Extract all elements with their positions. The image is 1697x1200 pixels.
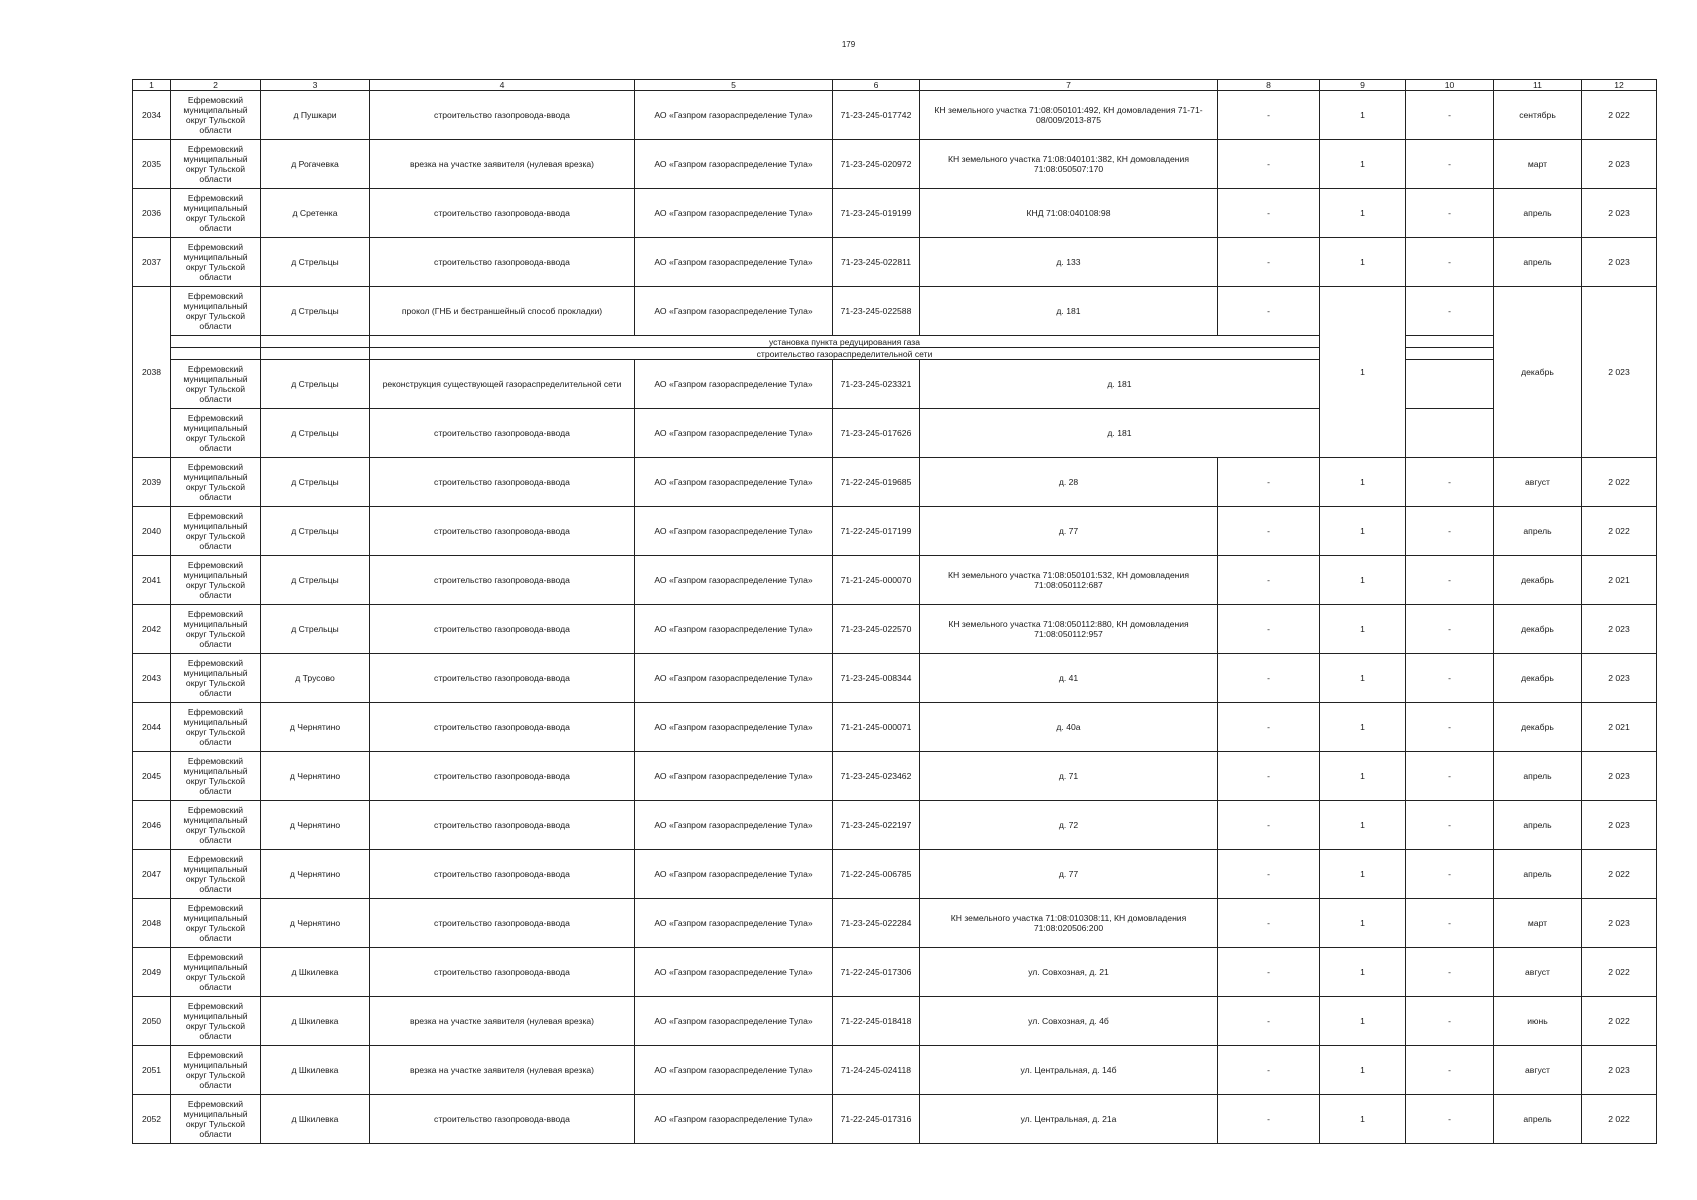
month-cell: сентябрь [1494,91,1582,140]
empty-cell [1406,348,1494,360]
locality-cell: д Стрельцы [261,238,370,287]
address-cell: КН земельного участка 71:08:050112:880, КН домовладения 71:08:050112:957 [920,605,1218,654]
address-cell: ул. Совхозная, д. 4б [920,997,1218,1046]
application-number-cell: 71-21-245-000070 [833,556,920,605]
month-cell: апрель [1494,850,1582,899]
row-number-cell: 2051 [133,1046,171,1095]
month-cell: апрель [1494,752,1582,801]
table-row [133,703,1657,752]
application-number-cell: 71-23-245-019199 [833,189,920,238]
table-row [133,654,1657,703]
work-type-cell: строительство газопровода-ввода [370,752,635,801]
application-number-cell: 71-24-245-024118 [833,1046,920,1095]
work-type-cell: строительство газопровода-ввода [370,91,635,140]
year-cell: 2 023 [1582,899,1657,948]
application-number-cell: 71-22-245-017306 [833,948,920,997]
header-cell: 3 [261,80,370,91]
col9-cell: 1 [1320,556,1406,605]
month-cell: декабрь [1494,703,1582,752]
application-number-cell: 71-22-245-017316 [833,1095,920,1144]
row-number-cell: 2041 [133,556,171,605]
empty-cell [261,348,370,360]
municipality-cell: Ефремовский муниципальный округ Тульской области [171,605,261,654]
row-number-cell: 2050 [133,997,171,1046]
municipality-cell: Ефремовский муниципальный округ Тульской области [171,654,261,703]
col9-cell: 1 [1320,458,1406,507]
year-cell: 2 023 [1582,238,1657,287]
col9-cell: 1 [1320,189,1406,238]
locality-cell: д Шкилевка [261,997,370,1046]
col10-cell: - [1406,948,1494,997]
municipality-cell: Ефремовский муниципальный округ Тульской области [171,91,261,140]
col8-cell: - [1218,899,1320,948]
col10-cell: - [1406,189,1494,238]
col9-cell: 1 [1320,850,1406,899]
col9-cell: 1 [1320,507,1406,556]
col10-cell: - [1406,997,1494,1046]
municipality-cell: Ефремовский муниципальный округ Тульской области [171,997,261,1046]
organization-cell: АО «Газпром газораспределение Тула» [635,1095,833,1144]
row-number-cell: 2049 [133,948,171,997]
address-cell: ул. Совхозная, д. 21 [920,948,1218,997]
row-number-cell: 2035 [133,140,171,189]
month-cell: август [1494,458,1582,507]
header-cell: 5 [635,80,833,91]
municipality-cell: Ефремовский муниципальный округ Тульской области [171,556,261,605]
row-number-cell: 2043 [133,654,171,703]
row-number-cell: 2045 [133,752,171,801]
year-cell: 2 023 [1582,605,1657,654]
application-number-cell: 71-23-245-017742 [833,91,920,140]
row-number-cell: 2034 [133,91,171,140]
month-cell: декабрь [1494,654,1582,703]
row-number-cell: 2036 [133,189,171,238]
locality-cell: д Стрельцы [261,507,370,556]
municipality-cell: Ефремовский муниципальный округ Тульской области [171,1095,261,1144]
locality-cell: д Пушкари [261,91,370,140]
col9-cell: 1 [1320,997,1406,1046]
work-type-cell: строительство газопровода-ввода [370,948,635,997]
table-row [133,238,1657,287]
year-cell: 2 023 [1582,801,1657,850]
col8-cell: - [1218,238,1320,287]
address-cell: КН земельного участка 71:08:040101:382, КН домовладения 71:08:050507:170 [920,140,1218,189]
application-number-cell: 71-23-245-022570 [833,605,920,654]
row-number-cell: 2039 [133,458,171,507]
work-note-cell: строительство газораспределительной сети [370,348,1320,360]
organization-cell: АО «Газпром газораспределение Тула» [635,997,833,1046]
col10-cell: - [1406,899,1494,948]
locality-cell: д Стрельцы [261,360,370,409]
application-number-cell: 71-23-245-023462 [833,752,920,801]
col8-cell: - [1218,507,1320,556]
month-cell: апрель [1494,189,1582,238]
table-row [133,287,1657,336]
year-cell: 2 021 [1582,703,1657,752]
row-number-cell: 2048 [133,899,171,948]
col8-cell: - [1218,458,1320,507]
col9-cell: 1 [1320,140,1406,189]
application-number-cell: 71-23-245-020972 [833,140,920,189]
work-type-cell: строительство газопровода-ввода [370,899,635,948]
organization-cell: АО «Газпром газораспределение Тула» [635,507,833,556]
month-cell: декабрь [1494,605,1582,654]
col10-cell: - [1406,556,1494,605]
col9-cell: 1 [1320,801,1406,850]
organization-cell: АО «Газпром газораспределение Тула» [635,1046,833,1095]
application-number-cell: 71-22-245-018418 [833,997,920,1046]
locality-cell: д Чернятино [261,801,370,850]
address-cell: КН земельного участка 71:08:010308:11, КН домовладения 71:08:020506:200 [920,899,1218,948]
month-cell: июнь [1494,997,1582,1046]
table-row [133,752,1657,801]
month-cell: март [1494,899,1582,948]
year-cell: 2 021 [1582,556,1657,605]
work-type-cell: строительство газопровода-ввода [370,654,635,703]
month-cell: август [1494,948,1582,997]
municipality-cell: Ефремовский муниципальный округ Тульской области [171,752,261,801]
table-row [133,997,1657,1046]
work-type-cell: строительство газопровода-ввода [370,189,635,238]
address-cell: КНД 71:08:040108:98 [920,189,1218,238]
locality-cell: д Чернятино [261,703,370,752]
address-cell: д. 133 [920,238,1218,287]
locality-cell: д Шкилевка [261,1046,370,1095]
municipality-cell: Ефремовский муниципальный округ Тульской области [171,1046,261,1095]
month-cell: март [1494,140,1582,189]
locality-cell: д Стрельцы [261,409,370,458]
col10-cell: - [1406,605,1494,654]
month-cell: апрель [1494,1095,1582,1144]
col10-cell: - [1406,287,1494,336]
address-cell: КН земельного участка 71:08:050101:532, КН домовладения 71:08:050112:687 [920,556,1218,605]
table-row [133,1046,1657,1095]
col9-cell: 1 [1320,91,1406,140]
col9-cell: 1 [1320,948,1406,997]
work-type-cell: строительство газопровода-ввода [370,801,635,850]
year-cell: 2 023 [1582,1046,1657,1095]
col8-cell: - [1218,948,1320,997]
month-cell: апрель [1494,801,1582,850]
municipality-cell: Ефремовский муниципальный округ Тульской области [171,409,261,458]
work-type-cell: строительство газопровода-ввода [370,605,635,654]
col8-cell: - [1218,556,1320,605]
municipality-cell: Ефремовский муниципальный округ Тульской области [171,703,261,752]
col9-cell: 1 [1320,287,1406,458]
locality-cell: д Стрельцы [261,556,370,605]
col10-cell: - [1406,507,1494,556]
month-cell: декабрь [1494,556,1582,605]
year-cell: 2 023 [1582,140,1657,189]
organization-cell: АО «Газпром газораспределение Тула» [635,409,833,458]
work-type-cell: врезка на участке заявителя (нулевая врезка) [370,1046,635,1095]
month-cell: апрель [1494,238,1582,287]
organization-cell: АО «Газпром газораспределение Тула» [635,360,833,409]
address-cell: ул. Центральная, д. 14б [920,1046,1218,1095]
year-cell: 2 023 [1582,287,1657,458]
address-cell: д. 181 [920,360,1320,409]
header-cell: 4 [370,80,635,91]
work-type-cell: строительство газопровода-ввода [370,409,635,458]
col8-cell: - [1218,1046,1320,1095]
col9-cell: 1 [1320,752,1406,801]
locality-cell: д Стрельцы [261,458,370,507]
col10-cell: - [1406,1095,1494,1144]
header-cell: 1 [133,80,171,91]
col10-cell: - [1406,91,1494,140]
table-row [133,1095,1657,1144]
application-number-cell: 71-23-245-022588 [833,287,920,336]
organization-cell: АО «Газпром газораспределение Тула» [635,605,833,654]
organization-cell: АО «Газпром газораспределение Тула» [635,458,833,507]
table-row [133,850,1657,899]
row-number-cell: 2042 [133,605,171,654]
address-cell: д. 77 [920,850,1218,899]
month-cell: апрель [1494,507,1582,556]
municipality-cell: Ефремовский муниципальный округ Тульской области [171,140,261,189]
work-note-cell: установка пункта редуцирования газа [370,336,1320,348]
row-number-cell: 2044 [133,703,171,752]
year-cell: 2 022 [1582,997,1657,1046]
col9-cell: 1 [1320,899,1406,948]
municipality-cell: Ефремовский муниципальный округ Тульской области [171,801,261,850]
header-cell: 11 [1494,80,1582,91]
organization-cell: АО «Газпром газораспределение Тула» [635,140,833,189]
work-type-cell: врезка на участке заявителя (нулевая врезка) [370,997,635,1046]
year-cell: 2 022 [1582,948,1657,997]
header-cell: 10 [1406,80,1494,91]
municipality-cell: Ефремовский муниципальный округ Тульской области [171,287,261,336]
col8-cell: - [1218,91,1320,140]
empty-cell [171,336,261,348]
address-cell: д. 77 [920,507,1218,556]
col8-cell: - [1218,605,1320,654]
address-cell: д. 28 [920,458,1218,507]
col8-cell: - [1218,1095,1320,1144]
header-cell: 2 [171,80,261,91]
table-subrow [133,336,1657,348]
work-type-cell: врезка на участке заявителя (нулевая врезка) [370,140,635,189]
row-number-cell: 2047 [133,850,171,899]
month-cell: декабрь [1494,287,1582,458]
work-type-cell: строительство газопровода-ввода [370,507,635,556]
col10-cell: - [1406,654,1494,703]
col8-cell: - [1218,752,1320,801]
empty-cell [1406,360,1494,409]
header-cell: 6 [833,80,920,91]
col10-cell: - [1406,140,1494,189]
address-cell: д. 181 [920,287,1218,336]
organization-cell: АО «Газпром газораспределение Тула» [635,899,833,948]
col8-cell: - [1218,703,1320,752]
registry-table [132,79,1657,1144]
address-cell: д. 181 [920,409,1320,458]
municipality-cell: Ефремовский муниципальный округ Тульской области [171,360,261,409]
application-number-cell: 71-23-245-022284 [833,899,920,948]
address-cell: д. 71 [920,752,1218,801]
work-type-cell: реконструкция существующей газораспределительной сети [370,360,635,409]
organization-cell: АО «Газпром газораспределение Тула» [635,287,833,336]
header-cell: 8 [1218,80,1320,91]
address-cell: д. 72 [920,801,1218,850]
address-cell: д. 41 [920,654,1218,703]
work-type-cell: строительство газопровода-ввода [370,458,635,507]
table-row [133,801,1657,850]
col8-cell: - [1218,189,1320,238]
address-cell: КН земельного участка 71:08:050101:492, КН домовладения 71-71-08/009/2013-875 [920,91,1218,140]
empty-cell [1406,409,1494,458]
col8-cell: - [1218,287,1320,336]
locality-cell: д Сретенка [261,189,370,238]
application-number-cell: 71-23-245-008344 [833,654,920,703]
application-number-cell: 71-23-245-017626 [833,409,920,458]
municipality-cell: Ефремовский муниципальный округ Тульской области [171,189,261,238]
empty-cell [171,348,261,360]
table-subrow [133,348,1657,360]
col10-cell: - [1406,801,1494,850]
organization-cell: АО «Газпром газораспределение Тула» [635,948,833,997]
application-number-cell: 71-23-245-022197 [833,801,920,850]
locality-cell: д Чернятино [261,899,370,948]
application-number-cell: 71-23-245-023321 [833,360,920,409]
application-number-cell: 71-22-245-019685 [833,458,920,507]
table-row [133,556,1657,605]
table-subrow [133,409,1657,458]
row-number-cell: 2052 [133,1095,171,1144]
page-number: 179 [841,40,856,49]
year-cell: 2 023 [1582,752,1657,801]
table-row [133,948,1657,997]
empty-cell [1406,336,1494,348]
locality-cell: д Рогачевка [261,140,370,189]
locality-cell: д Шкилевка [261,948,370,997]
col9-cell: 1 [1320,1046,1406,1095]
organization-cell: АО «Газпром газораспределение Тула» [635,654,833,703]
organization-cell: АО «Газпром газораспределение Тула» [635,850,833,899]
row-number-cell: 2038 [133,287,171,458]
row-number-cell: 2046 [133,801,171,850]
table-row [133,605,1657,654]
year-cell: 2 022 [1582,458,1657,507]
col8-cell: - [1218,850,1320,899]
year-cell: 2 022 [1582,91,1657,140]
year-cell: 2 023 [1582,189,1657,238]
organization-cell: АО «Газпром газораспределение Тула» [635,91,833,140]
work-type-cell: строительство газопровода-ввода [370,850,635,899]
locality-cell: д Шкилевка [261,1095,370,1144]
col9-cell: 1 [1320,703,1406,752]
application-number-cell: 71-22-245-006785 [833,850,920,899]
table-row [133,189,1657,238]
organization-cell: АО «Газпром газораспределение Тула» [635,556,833,605]
header-row [133,80,1657,91]
table-row [133,899,1657,948]
col8-cell: - [1218,801,1320,850]
col8-cell: - [1218,997,1320,1046]
header-cell: 7 [920,80,1218,91]
month-cell: август [1494,1046,1582,1095]
application-number-cell: 71-22-245-017199 [833,507,920,556]
col9-cell: 1 [1320,654,1406,703]
organization-cell: АО «Газпром газораспределение Тула» [635,238,833,287]
table-row [133,507,1657,556]
row-number-cell: 2040 [133,507,171,556]
work-type-cell: строительство газопровода-ввода [370,556,635,605]
locality-cell: д Чернятино [261,752,370,801]
col10-cell: - [1406,850,1494,899]
application-number-cell: 71-21-245-000071 [833,703,920,752]
work-type-cell: строительство газопровода-ввода [370,238,635,287]
row-number-cell: 2037 [133,238,171,287]
year-cell: 2 022 [1582,507,1657,556]
organization-cell: АО «Газпром газораспределение Тула» [635,703,833,752]
col10-cell: - [1406,238,1494,287]
address-cell: ул. Центральная, д. 21а [920,1095,1218,1144]
empty-cell [261,336,370,348]
header-cell: 9 [1320,80,1406,91]
locality-cell: д Трусово [261,654,370,703]
year-cell: 2 022 [1582,1095,1657,1144]
municipality-cell: Ефремовский муниципальный округ Тульской области [171,850,261,899]
address-cell: д. 40а [920,703,1218,752]
locality-cell: д Чернятино [261,850,370,899]
locality-cell: д Стрельцы [261,605,370,654]
work-type-cell: прокол (ГНБ и бестраншейный способ прокладки) [370,287,635,336]
municipality-cell: Ефремовский муниципальный округ Тульской области [171,899,261,948]
col9-cell: 1 [1320,1095,1406,1144]
col9-cell: 1 [1320,238,1406,287]
header-cell: 12 [1582,80,1657,91]
year-cell: 2 022 [1582,850,1657,899]
col10-cell: - [1406,458,1494,507]
municipality-cell: Ефремовский муниципальный округ Тульской области [171,238,261,287]
col10-cell: - [1406,703,1494,752]
table-row [133,91,1657,140]
municipality-cell: Ефремовский муниципальный округ Тульской области [171,948,261,997]
organization-cell: АО «Газпром газораспределение Тула» [635,752,833,801]
organization-cell: АО «Газпром газораспределение Тула» [635,189,833,238]
work-type-cell: строительство газопровода-ввода [370,1095,635,1144]
col9-cell: 1 [1320,605,1406,654]
col10-cell: - [1406,1046,1494,1095]
locality-cell: д Стрельцы [261,287,370,336]
application-number-cell: 71-23-245-022811 [833,238,920,287]
col10-cell: - [1406,752,1494,801]
table-row [133,458,1657,507]
col8-cell: - [1218,654,1320,703]
table-row [133,140,1657,189]
organization-cell: АО «Газпром газораспределение Тула» [635,801,833,850]
municipality-cell: Ефремовский муниципальный округ Тульской области [171,507,261,556]
col8-cell: - [1218,140,1320,189]
year-cell: 2 023 [1582,654,1657,703]
table-subrow [133,360,1657,409]
work-type-cell: строительство газопровода-ввода [370,703,635,752]
municipality-cell: Ефремовский муниципальный округ Тульской области [171,458,261,507]
